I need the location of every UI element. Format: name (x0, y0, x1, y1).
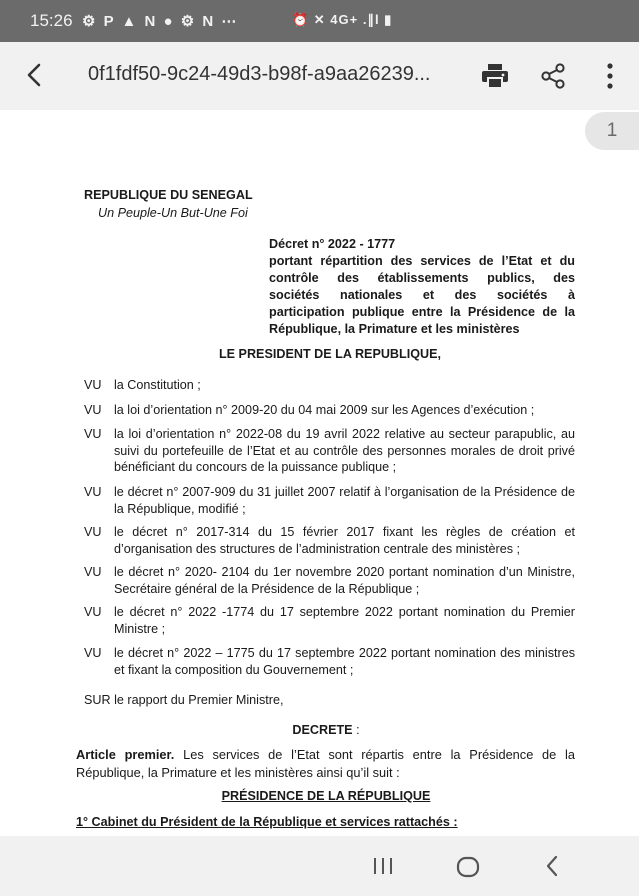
document-title: 0f1fdf50-9c24-49d3-b98f-a9aa26239... (88, 63, 431, 85)
vu-text: le décret n° 2022 -1774 du 17 septembre 2022 portant nomination du Premier Ministre ; (114, 605, 575, 636)
vu-label: VU (84, 525, 102, 539)
president-heading: LE PRESIDENT DE LA REPUBLIQUE, (218, 347, 442, 361)
vu-text: la loi d’orientation n° 2022-08 du 19 avril 2022 relative au secteur parapublic, au suivi du portefeuille de l’Etat et au contrôle des personnes morales de droit privé bénéficiant du concours de la puissance publique ; (114, 427, 575, 474)
document-page (0, 150, 639, 836)
presidence-heading: PRÉSIDENCE DE LA RÉPUBLIQUE (221, 789, 431, 803)
vu-text: la Constitution ; (114, 378, 201, 392)
system-navigation-bar (0, 836, 639, 896)
vu-label: VU (84, 646, 102, 660)
vu-label: VU (84, 485, 102, 499)
vu-text: le décret n° 2007-909 du 31 juillet 2007 relatif à l’organisation de la Présidence de la République, modifié ; (114, 485, 575, 516)
decree-title-line: portant répartition des services de l’Etat et du (269, 254, 575, 268)
vu-label: VU (84, 378, 102, 392)
sur-rapport: SUR le rapport du Premier Ministre, (84, 693, 284, 707)
vu-text: le décret n° 2022 – 1775 du 17 septembre 2022 portant nomination des ministres et fixant la composition du Gouvernement ; (114, 646, 575, 677)
vu-text: le décret n° 2020- 2104 du 1er novembre 2020 portant nomination d’un Ministre, Secrétaire général de la Présidence de la République ; (114, 565, 575, 596)
app-bar (0, 42, 639, 110)
decree-number: Décret n° 2022 - 1777 (269, 237, 396, 251)
notification-icons: ⚙ P ▲ N ● ⚙ N ⋯ (82, 13, 239, 30)
article-label: Article premier. (76, 747, 175, 762)
cabinet-heading: 1° Cabinet du Président de la République et services rattachés : (76, 815, 458, 829)
vu-text: la loi d’orientation n° 2009-20 du 04 mai 2009 sur les Agences d’exécution ; (114, 403, 535, 417)
decree-title-line: République, la Primature et les ministères (269, 322, 520, 336)
more-options-icon[interactable] (600, 62, 620, 90)
vu-label: VU (84, 565, 102, 579)
decree-title-line: contrôle des établissements publics, des (269, 271, 575, 285)
status-time: 15:26 (30, 11, 73, 30)
system-status-icons: ⏰ ✕ 4G+ .∥l ▮ (292, 12, 393, 27)
vu-label: VU (84, 403, 102, 417)
decrete-word: DECRETE (292, 723, 353, 737)
decree-title-line: participation publique entre la Présidence de la (269, 305, 575, 319)
print-icon[interactable] (481, 63, 509, 89)
decree-title (269, 236, 575, 338)
back-arrow-icon[interactable] (22, 60, 48, 90)
share-icon[interactable] (540, 63, 566, 89)
status-bar (0, 0, 639, 42)
nav-back-icon[interactable] (545, 855, 559, 877)
article-premier (76, 746, 575, 781)
national-motto: Un Peuple-Un But-Une Foi (98, 206, 248, 220)
decrete-colon: : (352, 723, 360, 737)
vu-label: VU (84, 427, 102, 441)
article-text: Les services de l’Etat sont répartis entre la Présidence de la République, la Primature et les ministères ainsi qu’il suit : (76, 747, 575, 780)
home-icon[interactable] (456, 855, 480, 879)
page-number-indicator: 1 (585, 112, 639, 150)
vu-text: le décret n° 2017-314 du 15 février 2017 fixant les règles de création et d’organisation des structures de l’administration centrale des ministères ; (114, 525, 575, 556)
recent-apps-icon[interactable] (372, 856, 394, 876)
vu-label: VU (84, 605, 102, 619)
decree-title-line: sociétés nationales et des sociétés à (269, 288, 575, 302)
republic-heading: REPUBLIQUE DU SENEGAL (84, 188, 253, 202)
decrete-heading (0, 722, 639, 739)
